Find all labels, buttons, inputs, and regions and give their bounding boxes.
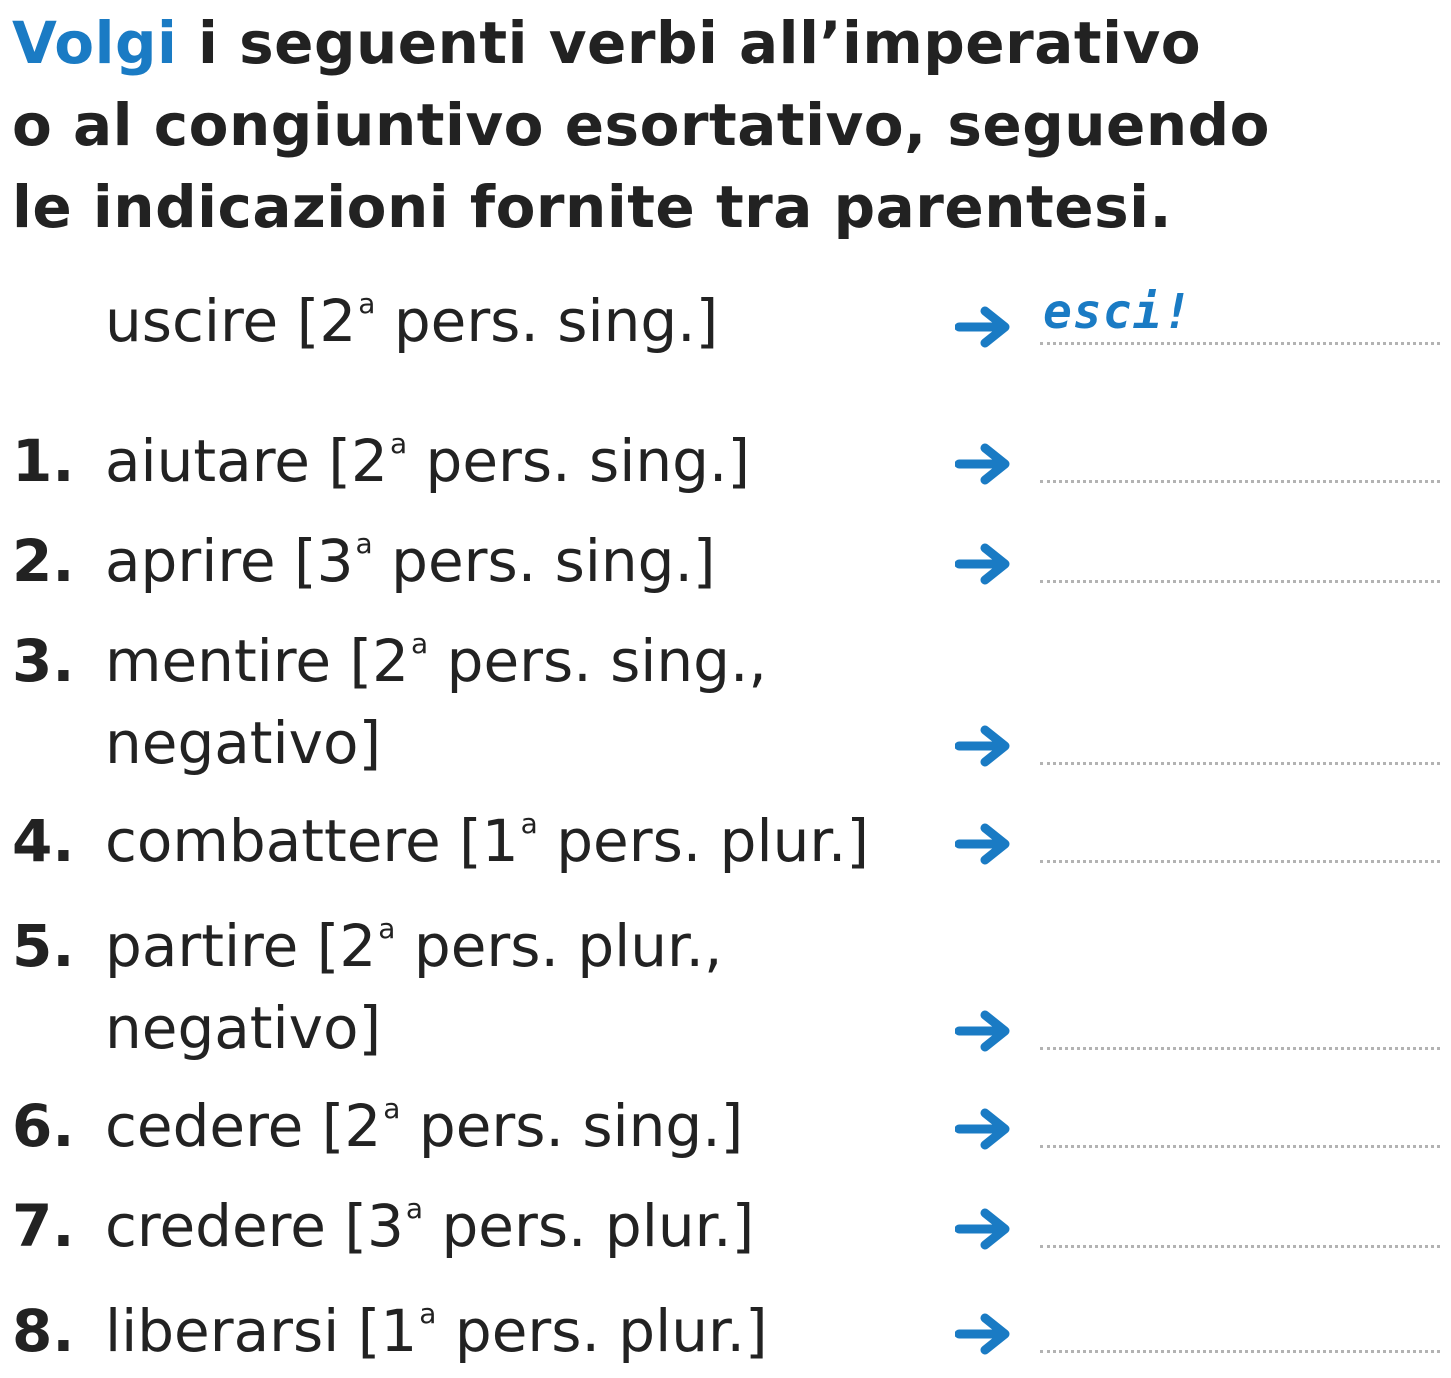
item-ordinal: a [411,627,429,660]
answer-input-line[interactable] [1040,1047,1440,1050]
item-ordinal: a [419,1297,437,1330]
item-verb: aiutare [105,427,310,495]
item-number: 8. [12,1297,75,1365]
item-verb: aprire [105,527,276,595]
right-arrow-icon [955,1107,1015,1151]
right-arrow-icon [955,442,1015,486]
item-person: pers. plur., [395,912,723,980]
right-arrow-icon [955,305,1015,349]
item-prompt [105,420,925,502]
item-ordinal: a [405,1192,424,1225]
item-verb: liberarsi [105,1297,340,1365]
item-verb: combattere [105,807,441,875]
item-person: pers. sing.] [407,427,750,495]
answer-input-line[interactable] [1040,480,1440,483]
item-ordinal: a [520,807,538,840]
item-prompt [105,520,925,602]
item-second-line: negativo] [105,709,382,777]
item-number: 4. [12,807,75,875]
example-bracket-open: [2 [296,287,357,355]
item-person: pers. sing., [428,627,767,695]
example-ordinal: a [358,287,376,320]
item-ordinal: a [378,912,396,945]
item-bracket-open: [2 [303,1092,382,1160]
instructions-line-1 [12,2,1432,84]
item-prompt [105,620,925,784]
item-person: pers. plur.] [537,807,869,875]
right-arrow-icon [955,542,1015,586]
item-verb: mentire [105,627,332,695]
item-bracket-open: [2 [309,427,388,495]
item-prompt [105,1185,925,1267]
item-number: 2. [12,527,75,595]
answer-input-line[interactable] [1040,1145,1440,1148]
item-bracket-open: [2 [298,912,377,980]
item-ordinal: a [355,527,373,560]
right-arrow-icon [955,1312,1015,1356]
item-prompt [105,800,925,882]
example-person: pers. sing.] [375,287,719,355]
item-bracket-open: [1 [440,807,519,875]
right-arrow-icon [955,1207,1015,1251]
item-person: pers. sing.] [372,527,716,595]
item-number: 7. [12,1192,75,1260]
example-verb: uscire [105,287,279,355]
item-second-line: negativo] [105,994,382,1062]
answer-input-line[interactable] [1040,1350,1440,1353]
item-verb: partire [105,912,299,980]
item-number: 1. [12,427,75,495]
instructions-line-2: o al congiuntivo esortativo, seguendo [12,91,1271,159]
item-ordinal: a [389,427,408,460]
item-bracket-open: [3 [275,527,354,595]
item-bracket-open: [1 [339,1297,418,1365]
item-person: pers. plur.] [436,1297,768,1365]
item-person: pers. sing.] [400,1092,744,1160]
example-answer-line [1040,342,1440,345]
item-ordinal: a [383,1092,401,1125]
exercise-instructions [12,2,1432,248]
item-number: 3. [12,627,75,695]
right-arrow-icon [955,1009,1015,1053]
instructions-lead-word: Volgi [12,9,178,77]
item-prompt [105,905,925,1069]
instructions-line-1-rest: i seguenti verbi all’imperativo [177,9,1202,77]
item-bracket-open: [2 [331,627,410,695]
answer-input-line[interactable] [1040,762,1440,765]
item-prompt [105,1290,925,1372]
answer-input-line[interactable] [1040,580,1440,583]
item-verb: cedere [105,1092,304,1160]
answer-input-line[interactable] [1040,1245,1440,1248]
right-arrow-icon [955,822,1015,866]
instructions-line-3: le indicazioni fornite tra parentesi. [12,173,1173,241]
answer-input-line[interactable] [1040,860,1440,863]
right-arrow-icon [955,724,1015,768]
item-number: 5. [12,912,75,980]
item-bracket-open: [3 [325,1192,404,1260]
item-verb: credere [105,1192,326,1260]
item-prompt [105,1085,925,1167]
example-prompt [105,280,925,362]
item-number: 6. [12,1092,75,1160]
item-person: pers. plur.] [423,1192,755,1260]
example-answer: esci! [1043,284,1193,340]
